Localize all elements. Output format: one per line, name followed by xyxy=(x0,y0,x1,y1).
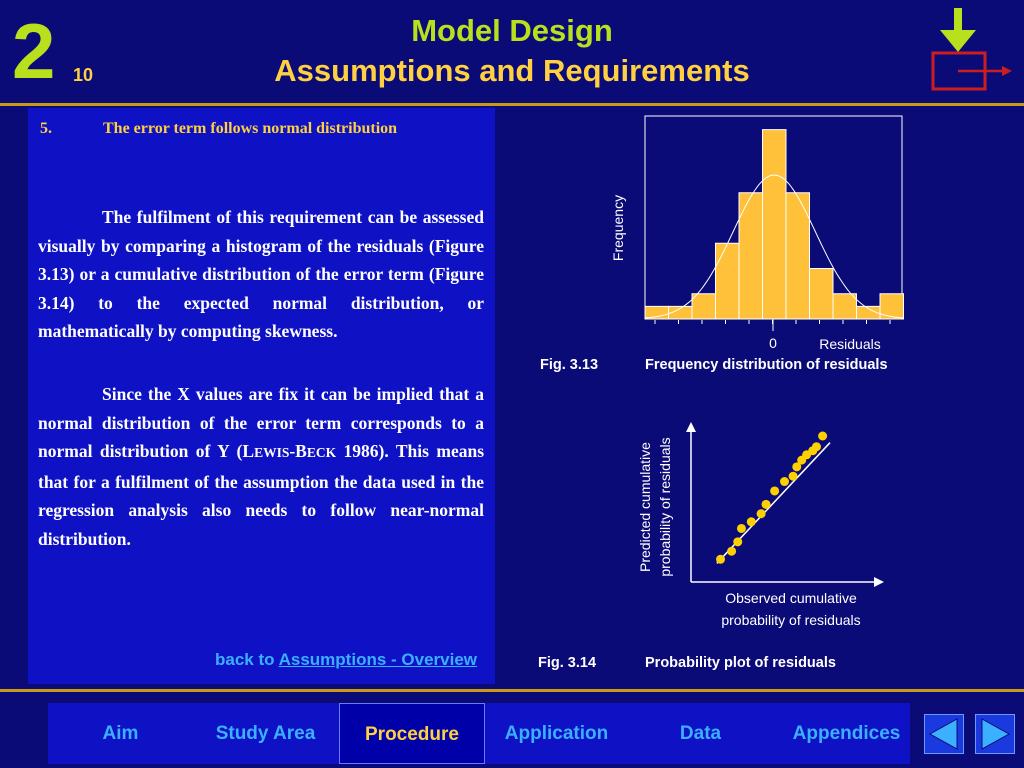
histogram-x-tick-label: 0 xyxy=(769,335,777,351)
figure-3-14-number: Fig. 3.14 xyxy=(538,655,597,671)
probability-plot-x-label-line-1: Observed cumulative xyxy=(725,590,857,606)
probability-plot-point xyxy=(727,547,736,556)
arrow-right-icon[interactable] xyxy=(975,714,1015,754)
chapter-number: 2 xyxy=(12,7,56,95)
histogram-bar xyxy=(763,130,787,319)
back-navigation xyxy=(215,650,477,670)
citation-author-3: -B xyxy=(289,441,307,462)
probability-plot-point xyxy=(716,555,725,564)
probability-plot-point xyxy=(818,432,827,441)
back-prefix: back to xyxy=(215,650,279,669)
probability-plot-point xyxy=(733,537,742,546)
citation-author-1: L xyxy=(242,441,255,462)
paragraph-2 xyxy=(38,380,484,554)
arrow-into-box-logo-icon xyxy=(926,8,1016,92)
figure-3-13-number: Fig. 3.13 xyxy=(540,357,599,373)
histogram-x-label: Residuals xyxy=(819,336,881,352)
paragraph-2-part-2: 1986). This means that for a fulfilment of the assumption the data used in the regression analysis also needs to follow near-normal distribution. xyxy=(38,441,484,549)
probability-plot-point xyxy=(789,472,798,481)
figure-3-13-caption xyxy=(540,357,888,373)
citation-author-2: EWIS xyxy=(254,445,290,461)
probability-plot-point xyxy=(737,524,746,533)
nav-data[interactable]: Data xyxy=(679,723,722,744)
probability-plot-y-label-line-2: probability of residuals xyxy=(657,437,673,577)
histogram-chart xyxy=(500,108,920,353)
x-axis-arrow-icon xyxy=(874,577,884,587)
probability-plot-y-label-line-1: Predicted cumulative xyxy=(637,442,653,572)
page-subtitle: Assumptions and Requirements xyxy=(274,53,750,88)
probability-plot-point xyxy=(762,500,771,509)
histogram-bar xyxy=(716,243,740,319)
probability-plot-point xyxy=(747,517,756,526)
probability-plot-point xyxy=(780,477,789,486)
nav-aim[interactable]: Aim xyxy=(102,723,139,744)
arrow-left-icon[interactable] xyxy=(924,714,964,754)
paragraph-2-part-1: Since the X values are fix it can be implied that a normal distribution of the error term corresponds to a normal distribution of Y ( xyxy=(38,384,484,462)
nav-application[interactable]: Application xyxy=(504,723,609,744)
page-title: Model Design xyxy=(411,13,613,48)
y-axis-arrow-icon xyxy=(686,422,696,432)
figure-3-14-title: Probability plot of residuals xyxy=(645,655,836,671)
header xyxy=(0,0,1024,103)
histogram-bar xyxy=(645,306,669,319)
section-navigation xyxy=(48,703,910,764)
nav-procedure[interactable]: Procedure xyxy=(339,703,485,764)
nav-appendices[interactable]: Appendices xyxy=(792,723,901,744)
histogram-y-label: Frequency xyxy=(610,194,626,262)
probability-plot-point xyxy=(770,486,779,495)
point-number: 5. xyxy=(40,120,52,137)
probability-plot-x-label-line-2: probability of residuals xyxy=(721,612,861,628)
point-title: The error term follows normal distribution xyxy=(103,120,398,137)
point-heading xyxy=(40,120,490,138)
text-panel xyxy=(28,108,495,684)
histogram-bar xyxy=(833,294,857,319)
back-to-overview-link[interactable]: Assumptions - Overview xyxy=(278,650,477,669)
figure-3-14-caption xyxy=(538,655,836,671)
header-divider xyxy=(0,103,1024,106)
footer-divider xyxy=(0,689,1024,692)
histogram-bar xyxy=(810,269,834,320)
figure-3-13-title: Frequency distribution of residuals xyxy=(645,357,888,373)
probability-plot-chart xyxy=(500,420,920,635)
section-number: 10 xyxy=(73,65,94,85)
paragraph-1: The fulfilment of this requirement can be assessed visually by comparing a histogram of the residuals (Figure 3.13) or a cumulative distribution of the error term (Figure 3.14) to the expected normal distribution, or mathematically by computing skewness. xyxy=(38,207,484,342)
probability-plot-point xyxy=(812,442,821,451)
probability-plot-point xyxy=(757,509,766,518)
histogram-bar xyxy=(692,294,716,319)
reference-line xyxy=(717,443,830,564)
nav-study-area[interactable]: Study Area xyxy=(215,723,316,744)
citation-author-4: ECK xyxy=(306,445,337,461)
